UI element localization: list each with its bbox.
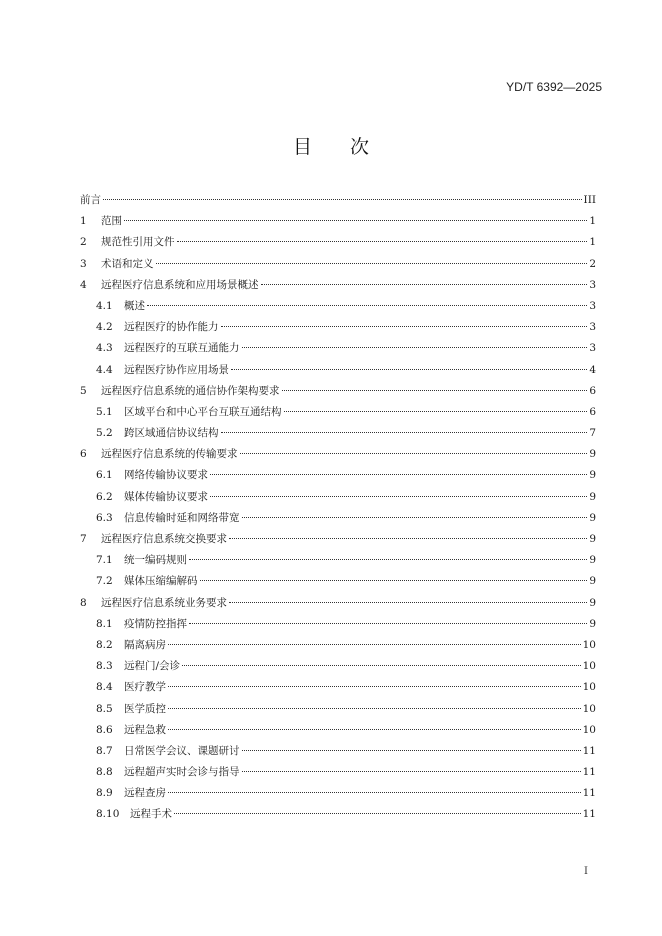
toc-entry[interactable] <box>80 529 596 550</box>
toc-entry-page: 11 <box>582 787 596 800</box>
toc-entry-page: 9 <box>589 533 596 545</box>
toc-entry-number: 8 <box>80 596 87 609</box>
toc-entry-label: 医疗教学 <box>124 681 166 694</box>
dot-leader <box>103 198 582 200</box>
toc-entry-label: 术语和定义 <box>101 257 154 270</box>
toc-entry-label: 远程医疗信息系统的通信协作架构要求 <box>101 384 280 397</box>
toc-entry-label: 规范性引用文件 <box>101 236 175 249</box>
toc-entry[interactable] <box>80 444 596 465</box>
dot-leader <box>210 473 587 475</box>
toc-entry-page: 11 <box>582 808 596 821</box>
toc-title: 目次 <box>292 136 407 158</box>
dot-leader <box>284 410 588 412</box>
dot-leader <box>242 770 581 772</box>
dot-leader <box>168 728 581 730</box>
toc-entry-page: 10 <box>582 723 596 736</box>
toc-entry[interactable] <box>80 381 596 402</box>
dot-leader <box>168 643 581 645</box>
dot-leader <box>242 749 581 751</box>
dot-leader <box>282 389 588 391</box>
dot-leader <box>168 791 581 793</box>
toc-entry-page: 10 <box>582 681 596 694</box>
dot-leader <box>147 304 587 306</box>
toc-entry-number: 6.3 <box>96 511 113 524</box>
toc-entry[interactable] <box>80 296 596 317</box>
toc-entry-label: 概述 <box>124 299 145 312</box>
dot-leader <box>177 240 588 242</box>
toc-entry[interactable] <box>80 402 596 423</box>
toc-entry[interactable] <box>80 593 596 614</box>
toc-entry[interactable] <box>80 677 596 698</box>
toc-entry-label: 网络传输协议要求 <box>124 469 208 482</box>
toc-entry-number: 8.9 <box>96 787 113 800</box>
toc-entry-page: 3 <box>589 342 596 355</box>
dot-leader <box>229 601 587 603</box>
toc-entry-number: 8.8 <box>96 766 113 779</box>
dot-leader <box>261 283 588 285</box>
toc-entry-label: 前言 <box>80 194 101 206</box>
dot-leader <box>210 495 587 497</box>
toc-entry-number: 6.2 <box>96 490 113 503</box>
toc-entry-page: 9 <box>589 511 596 524</box>
toc-entry[interactable] <box>80 338 596 359</box>
toc-entry-page: 9 <box>589 448 596 461</box>
dot-leader <box>200 579 588 581</box>
toc-entry-page: III <box>583 194 596 206</box>
dot-leader <box>168 707 581 709</box>
toc-entry-number: 7.2 <box>96 575 113 588</box>
toc-entry-label: 远程超声实时会诊与指导 <box>124 766 240 779</box>
toc-entry-number: 4.2 <box>96 321 113 334</box>
toc-entry-page: 11 <box>582 744 596 757</box>
toc-entry[interactable] <box>80 423 596 444</box>
dot-leader <box>189 558 587 560</box>
toc-entry[interactable] <box>80 317 596 338</box>
toc-entry-page: 9 <box>589 617 596 630</box>
toc-entry-page: 9 <box>589 490 596 503</box>
toc-entry-number: 7.1 <box>96 554 113 567</box>
toc-entry[interactable] <box>80 635 596 656</box>
toc-entry-number: 4.3 <box>96 342 113 355</box>
toc-entry-number: 8.3 <box>96 660 113 673</box>
standard-code: YD/T 6392—2025 <box>506 80 602 94</box>
toc-entry[interactable] <box>80 254 596 275</box>
toc-entry-page: 10 <box>582 638 596 651</box>
toc-entry-label: 媒体传输协议要求 <box>124 490 208 503</box>
toc-entry-number: 2 <box>80 236 87 249</box>
toc-entry-label: 隔离病房 <box>124 638 166 651</box>
toc-entry-number: 5 <box>80 384 87 397</box>
toc-entry-number: 7 <box>80 533 87 545</box>
toc-entry[interactable] <box>80 211 596 232</box>
toc-entry-label: 远程医疗协作应用场景 <box>124 363 229 376</box>
toc-entry-page: 6 <box>589 384 596 397</box>
toc-entry-page: 3 <box>589 321 596 334</box>
toc-entry-page: 6 <box>589 405 596 418</box>
toc-entry[interactable] <box>80 487 596 508</box>
toc-entry-label: 疫情防控指挥 <box>124 617 187 630</box>
toc-entry-label: 远程门/会诊 <box>124 660 181 673</box>
dot-leader <box>156 262 588 264</box>
toc-entry-label: 区域平台和中心平台互联互通结构 <box>124 405 282 418</box>
dot-leader <box>231 368 587 370</box>
toc-entry-label: 远程医疗的互联互通能力 <box>124 342 240 355</box>
toc-entry-label: 媒体压缩编解码 <box>124 575 198 588</box>
toc-entry[interactable] <box>80 550 596 571</box>
toc-entry[interactable] <box>80 656 596 677</box>
toc-entry[interactable] <box>80 699 596 720</box>
toc-entry-number: 4.1 <box>96 299 113 312</box>
toc-entry[interactable] <box>80 804 596 825</box>
toc-entry-label: 远程查房 <box>124 787 166 800</box>
toc-entry-number: 8.1 <box>96 617 113 630</box>
toc-entry-label: 统一编码规则 <box>124 554 187 567</box>
toc-entry-number: 8.2 <box>96 638 113 651</box>
toc-entry[interactable] <box>80 614 596 635</box>
dot-leader <box>189 622 587 624</box>
toc-entry-page: 4 <box>589 363 596 376</box>
toc-entry-number: 5.2 <box>96 427 113 440</box>
toc-entry[interactable] <box>80 762 596 783</box>
toc-entry-number: 1 <box>80 215 87 228</box>
toc-entry-label: 远程医疗信息系统交换要求 <box>101 533 227 545</box>
dot-leader <box>242 516 588 518</box>
toc-entry-page: 1 <box>589 215 596 228</box>
toc-entry-number: 4.4 <box>96 363 113 376</box>
page-number: I <box>584 866 588 877</box>
toc-entry-number: 3 <box>80 257 87 270</box>
toc-entry-page: 2 <box>589 257 596 270</box>
toc-entry-page: 9 <box>589 596 596 609</box>
toc-entry-label: 范围 <box>101 215 122 228</box>
toc-entry-label: 远程手术 <box>130 808 172 821</box>
dot-leader <box>221 325 588 327</box>
toc-entry-page: 3 <box>589 278 596 291</box>
dot-leader <box>221 431 588 433</box>
toc-entry[interactable] <box>80 783 596 804</box>
dot-leader <box>242 346 588 348</box>
table-of-contents <box>80 190 596 826</box>
toc-entry-label: 信息传输时延和网络带宽 <box>124 511 240 524</box>
toc-entry-page: 3 <box>589 299 596 312</box>
toc-entry-page: 9 <box>589 469 596 482</box>
toc-entry-label: 日常医学会议、课题研讨 <box>124 744 240 757</box>
dot-leader <box>174 812 581 814</box>
toc-entry-page: 11 <box>582 766 596 779</box>
toc-entry[interactable] <box>80 508 596 529</box>
toc-entry-number: 4 <box>80 278 87 291</box>
toc-entry-number: 6.1 <box>96 469 113 482</box>
dot-leader <box>168 685 581 687</box>
toc-entry-page: 9 <box>589 554 596 567</box>
toc-entry-label: 远程医疗的协作能力 <box>124 321 219 334</box>
toc-entry-page: 10 <box>582 660 596 673</box>
toc-entry-label: 医学质控 <box>124 702 166 715</box>
toc-entry-number: 8.6 <box>96 723 113 736</box>
dot-leader <box>124 219 587 221</box>
toc-entry[interactable] <box>80 720 596 741</box>
dot-leader <box>229 537 587 539</box>
toc-entry-number: 6 <box>80 448 87 461</box>
toc-entry[interactable] <box>80 571 596 592</box>
toc-entry[interactable] <box>80 741 596 762</box>
toc-entry-page: 9 <box>589 575 596 588</box>
toc-entry-number: 5.1 <box>96 405 113 418</box>
toc-entry-number: 8.4 <box>96 681 113 694</box>
toc-entry-label: 跨区域通信协议结构 <box>124 427 219 440</box>
toc-entry-label: 远程医疗信息系统和应用场景概述 <box>101 278 259 291</box>
toc-entry-page: 10 <box>582 702 596 715</box>
toc-entry-label: 远程急救 <box>124 723 166 736</box>
toc-entry-page: 7 <box>589 427 596 440</box>
dot-leader <box>182 664 581 666</box>
toc-entry-number: 8.7 <box>96 744 113 757</box>
toc-entry[interactable] <box>80 465 596 486</box>
toc-entry[interactable] <box>80 190 596 211</box>
dot-leader <box>240 452 588 454</box>
toc-entry[interactable] <box>80 360 596 381</box>
toc-entry-number: 8.10 <box>96 808 120 821</box>
toc-entry[interactable] <box>80 275 596 296</box>
toc-entry-number: 8.5 <box>96 702 113 715</box>
toc-entry[interactable] <box>80 232 596 253</box>
toc-entry-label: 远程医疗信息系统业务要求 <box>101 596 227 609</box>
toc-entry-label: 远程医疗信息系统的传输要求 <box>101 448 238 461</box>
toc-entry-page: 1 <box>589 236 596 249</box>
